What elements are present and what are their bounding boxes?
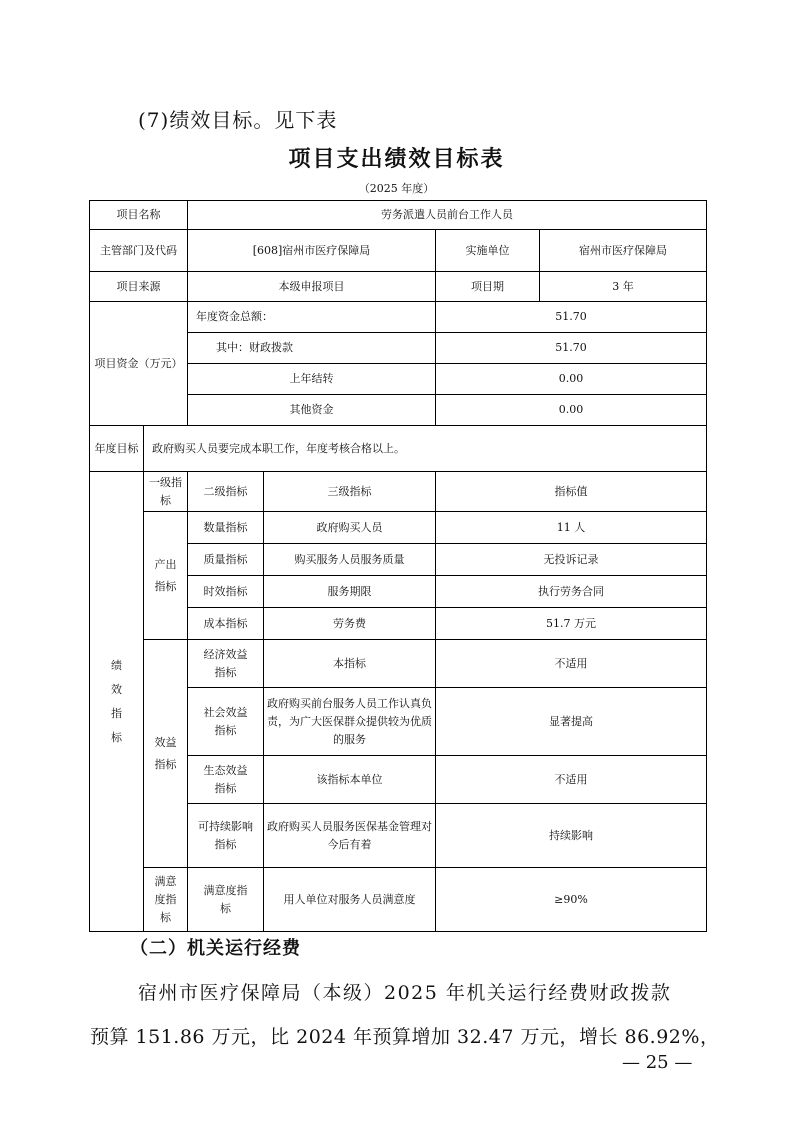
funds-item-value: 0.00	[436, 395, 707, 426]
indicator-l3: 购买服务人员服务质量	[264, 544, 436, 576]
funds-item-value: 51.70	[436, 333, 707, 364]
table-title: 项目支出绩效目标表	[288, 146, 505, 172]
indicator-l3: 政府购买人员服务医保基金管理对今后有着	[264, 804, 436, 868]
dept-value: [608]宿州市医疗保障局	[188, 230, 436, 272]
header-level2: 二级指标	[188, 472, 264, 512]
dept-label: 主管部门及代码	[90, 230, 188, 272]
section-heading: (7)绩效目标。见下表	[138, 108, 338, 132]
output-label-text: 产出指标	[154, 557, 177, 593]
paragraph-line: 预算 151.86 万元，比 2024 年预算增加 32.47 万元，增长 86.92%，	[90, 1026, 720, 1048]
indicator-l2	[188, 756, 264, 804]
header-value: 指标值	[436, 472, 707, 512]
benefit-label-text: 效益指标	[154, 735, 177, 771]
header-level1: 一级指标	[144, 472, 188, 512]
indicator-l3: 政府购买前台服务人员工作认真负责，为广大医保群众提供较为优质的服务	[264, 688, 436, 756]
source-value: 本级申报项目	[188, 272, 436, 302]
funds-item-label: 上年结转	[188, 364, 436, 395]
table-row	[90, 426, 707, 472]
table-row	[90, 272, 707, 302]
paragraph-line: 宿州市医疗保障局（本级）2025 年机关运行经费财政拨款	[138, 982, 672, 1004]
indicator-l3: 用人单位对服务人员满意度	[264, 868, 436, 932]
impl-unit-value: 宿州市医疗保障局	[540, 230, 707, 272]
indicator-l2	[188, 804, 264, 868]
indicator-l3: 服务期限	[264, 576, 436, 608]
indicator-l2-text: 社会效益指标	[203, 705, 248, 737]
satisfaction-label	[144, 868, 188, 932]
benefit-label	[144, 640, 188, 868]
indicator-value: 执行劳务合同	[436, 576, 707, 608]
indicator-value: 不适用	[436, 640, 707, 688]
indicator-value: 51.7 万元	[436, 608, 707, 640]
indicator-value: 11 人	[436, 512, 707, 544]
indicator-value: ≥90%	[436, 868, 707, 932]
indicator-l2-text: 生态效益指标	[203, 763, 248, 795]
indicator-l2-text: 可持续影响指标	[198, 819, 253, 851]
header-level3: 三级指标	[264, 472, 436, 512]
satisfaction-label-text: 满意度指标	[154, 874, 177, 924]
indicator-l2: 时效指标	[188, 576, 264, 608]
funds-item-value: 51.70	[436, 302, 707, 333]
indicator-l3: 政府购买人员	[264, 512, 436, 544]
impl-unit-label: 实施单位	[436, 230, 540, 272]
indicator-l3: 劳务费	[264, 608, 436, 640]
table-row	[90, 512, 707, 544]
indicator-l2: 质量指标	[188, 544, 264, 576]
indicator-value: 无投诉记录	[436, 544, 707, 576]
indicator-l2-text: 满意度指标	[203, 883, 248, 915]
indicator-l3: 本指标	[264, 640, 436, 688]
section-2-title: （二）机关运行经费	[130, 938, 301, 959]
indicator-l2-text: 经济效益指标	[203, 647, 248, 679]
project-name-label: 项目名称	[90, 201, 188, 230]
table-row	[90, 302, 707, 333]
indicator-l2	[188, 640, 264, 688]
indicator-l3: 该指标本单位	[264, 756, 436, 804]
table-row	[90, 868, 707, 932]
indicator-l2	[188, 868, 264, 932]
table-row	[90, 640, 707, 688]
table-row	[90, 201, 707, 230]
annual-goal-label: 年度目标	[90, 426, 144, 472]
indicator-l2: 数量指标	[188, 512, 264, 544]
indicator-value: 显著提高	[436, 688, 707, 756]
page-number: — 25 —	[622, 1052, 693, 1073]
period-label: 项目期	[436, 272, 540, 302]
table-row	[90, 472, 707, 512]
funds-item-value: 0.00	[436, 364, 707, 395]
year-note: （2025 年度）	[358, 182, 435, 195]
annual-goal-value: 政府购买人员要完成本职工作，年度考核合格以上。	[144, 426, 707, 472]
funds-item-label: 其中：财政拨款	[188, 333, 436, 364]
indicator-value: 不适用	[436, 756, 707, 804]
project-name-value: 劳务派遣人员前台工作人员	[188, 201, 707, 230]
funds-label: 项目资金（万元）	[90, 302, 188, 426]
table-row	[90, 230, 707, 272]
indicator-group-label	[90, 472, 144, 932]
funds-item-label: 年度资金总额：	[188, 302, 436, 333]
indicator-l2: 成本指标	[188, 608, 264, 640]
period-value: 3 年	[540, 272, 707, 302]
output-label	[144, 512, 188, 640]
indicator-value: 持续影响	[436, 804, 707, 868]
source-label: 项目来源	[90, 272, 188, 302]
funds-item-label: 其他资金	[188, 395, 436, 426]
performance-table	[89, 200, 707, 932]
indicator-l2	[188, 688, 264, 756]
indicator-group-text: 绩效指标	[111, 658, 122, 744]
